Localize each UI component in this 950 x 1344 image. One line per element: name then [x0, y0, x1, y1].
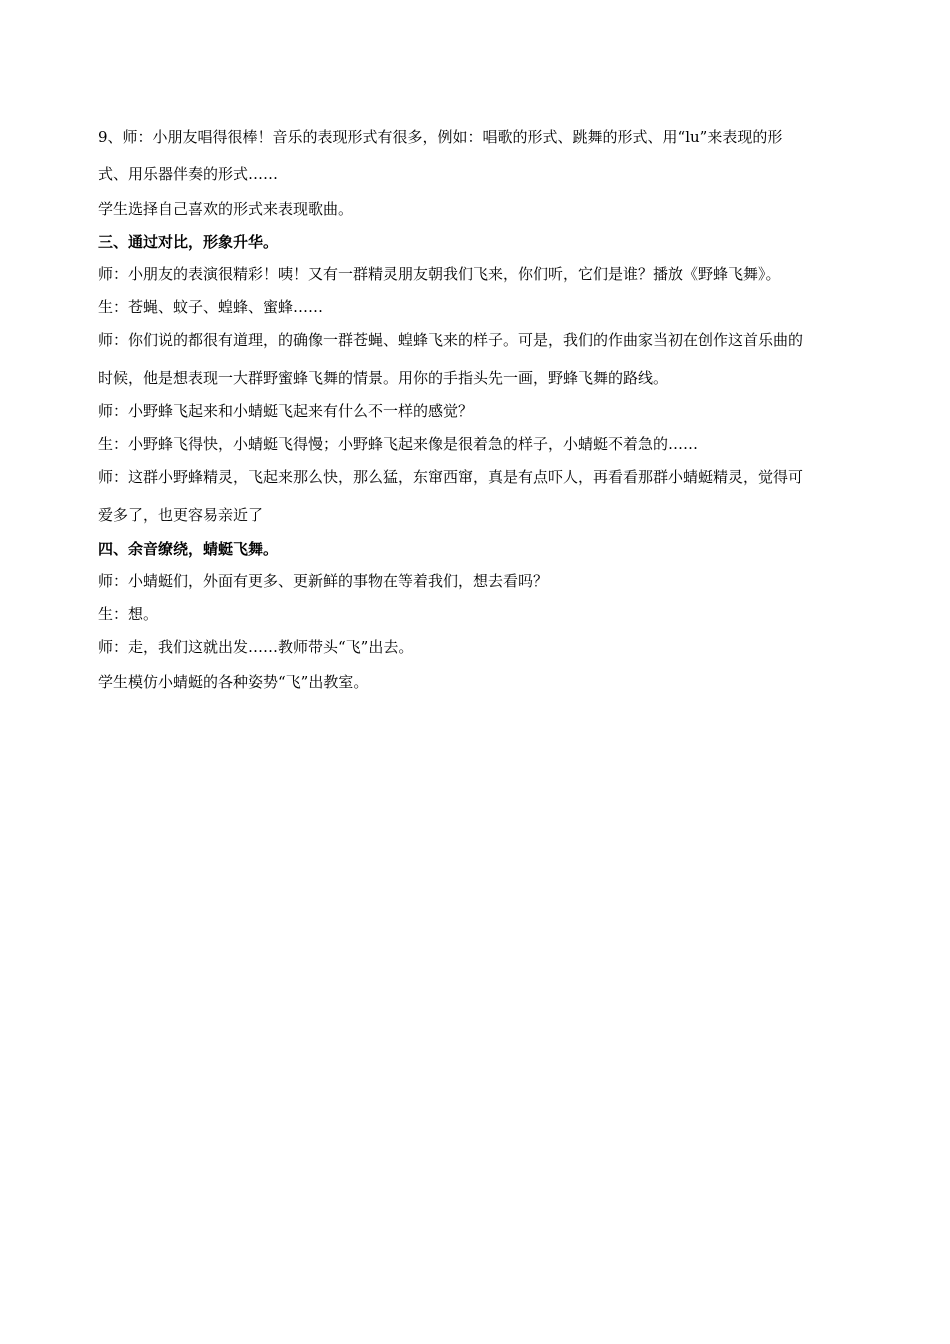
paragraph-text: 生：想。 [98, 605, 159, 623]
paragraph-text: 师：小朋友的表演很精彩！咦！又有一群精灵朋友朝我们飞来，你们听，它们是谁？播放《野蜂飞舞》。 [98, 265, 781, 283]
section-heading: 四、余音缭绕，蜻蜓飞舞。 [98, 540, 279, 558]
paragraph-text: 生：小野蜂飞得快，小蜻蜓飞得慢；小野蜂飞起来像是很着急的样子，小蜻蜓不着急的…… [98, 435, 699, 453]
paragraph-text: 师：小野蜂飞起来和小蜻蜓飞起来有什么不一样的感觉？ [98, 402, 474, 420]
paragraph-text: 学生选择自己喜欢的形式来表现歌曲。 [98, 200, 354, 218]
paragraph-text: 师：走，我们这就出发……教师带头“飞”出去。 [98, 638, 414, 656]
paragraph-text: 式、用乐器伴奏的形式…… [98, 165, 279, 183]
paragraph-text: 爱多了，也更容易亲近了 [98, 506, 264, 524]
paragraph-text: 生：苍蝇、蚊子、蝗蜂、蜜蜂…… [98, 298, 324, 316]
paragraph-text: 师：这群小野蜂精灵，飞起来那么快，那么猛，东窜西窜，真是有点吓人，再看看那群小蜻蜓精灵，觉得可 [98, 468, 804, 486]
paragraph-text: 9、师：小朋友唱得很棒！音乐的表现形式有很多，例如：唱歌的形式、跳舞的形式、用“lu”来表现的形 [98, 128, 783, 146]
paragraph-text: 师：小蜻蜓们，外面有更多、更新鲜的事物在等着我们，想去看吗？ [98, 572, 549, 590]
paragraph-text: 学生模仿小蜻蜓的各种姿势“飞”出教室。 [98, 673, 369, 691]
section-heading: 三、通过对比，形象升华。 [98, 233, 279, 251]
paragraph-text: 时候，他是想表现一大群野蜜蜂飞舞的情景。用你的手指头先一画，野蜂飞舞的路线。 [98, 369, 669, 387]
paragraph-text: 师：你们说的都很有道理，的确像一群苍蝇、蝗蜂飞来的样子。可是，我们的作曲家当初在创作这首乐曲的 [98, 331, 804, 349]
